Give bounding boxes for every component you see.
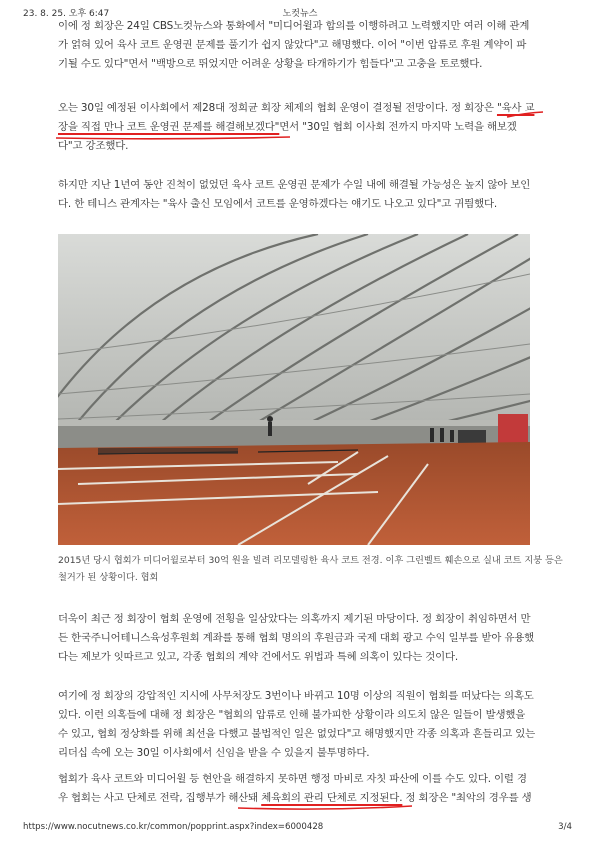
paragraph-line: 다. 한 테니스 관계자는 "육사 출신 모임에서 코트를 운영하겠다는 얘기도 나오고 있다"고 귀띔했다. (58, 198, 498, 210)
paragraph-line: 여기에 정 회장의 강압적인 지시에 사무처장도 3번이나 바뀌고 10명 이상의 직원이 협회를 떠났다는 의혹도 (58, 690, 534, 702)
red-pen-mark (505, 108, 545, 120)
article-paragraph-1 (58, 17, 538, 74)
print-timestamp: 23. 8. 25. 오후 6:47 (23, 9, 110, 19)
caption-line: 철거가 된 상황이다. 협회 (58, 572, 159, 583)
article-paragraph-4 (58, 610, 538, 667)
paragraph-text: 면서 "30일 협회 이사회 전까지 마지막 노력을 해보겠 (279, 121, 517, 133)
article-photo (58, 234, 530, 545)
paragraph-line: 다"고 강조했다. (58, 140, 129, 152)
highlighted-quote: 체육회의 관리 단체로 지정된다. (261, 792, 403, 804)
red-pen-mark (54, 128, 294, 142)
caption-line: 2015년 당시 협회가 미디어윌로부터 30억 원을 빌려 리모델링한 육사 코트 전경. 이후 그린벨트 훼손으로 실내 코트 지붕 등은 (58, 555, 563, 566)
paragraph-line: 리더십 속에 오는 30일 이사회에서 신임을 받을 수 있을지 불투명하다. (58, 747, 370, 759)
paragraph-line: 협회가 육사 코트와 미디어윌 등 현안을 해결하지 못하면 행정 마비로 자칫 파산에 이를 수도 있다. 이럴 경 (58, 773, 527, 785)
paragraph-line: 더욱이 최근 정 회장이 협회 운영에 전횡을 일삼았다는 의혹까지 제기된 마당이다. 정 회장이 취임하면서 만 (58, 613, 531, 625)
paragraph-line: 수 있고, 협회 정상화를 위해 최선을 다했고 불법적인 일은 없었다"고 해명했지만 각종 의혹과 흔들리고 있는 (58, 728, 536, 740)
paragraph-line: 이에 정 회장은 24일 CBS노컷뉴스와 통화에서 "미디어윌과 합의를 이행하려고 노력했지만 여러 이해 관계 (58, 20, 530, 32)
highlighted-quote: 장을 직접 만나 코트 운영권 문제를 해결해보겠다" (58, 121, 280, 133)
paragraph-line: 다는 제보가 잇따르고 있고, 각종 협회의 계약 건에서도 위법과 특혜 의혹이 있다는 것이다. (58, 651, 459, 663)
paragraph-text: 우 협회는 사고 단체로 전락, 집행부가 해산돼 (58, 792, 262, 804)
photo-caption (58, 552, 563, 586)
paragraph-line: 기될 수도 있다"면서 "백방으로 뛰었지만 어려운 상황을 타개하기가 힘들다"고 고충을 토로했다. (58, 58, 483, 70)
article-paragraph-5 (58, 687, 538, 763)
site-name: 노컷뉴스 (282, 9, 318, 19)
paragraph-text: 오는 30일 예정된 이사회에서 제28대 정희균 회장 체제의 협회 운영이 결정될 전망이다. 정 회장은 (58, 102, 497, 114)
paragraph-line: 하지만 지난 1년여 동안 진척이 없었던 육사 코트 운영권 문제가 수일 내에 해결될 가능성은 높지 않아 보인 (58, 179, 531, 191)
paragraph-line (58, 99, 538, 118)
page-number: 3/4 (558, 822, 572, 832)
page-url: https://www.nocutnews.co.kr/common/popprint.aspx?index=6000428 (23, 822, 324, 832)
highlighted-quote: "육사 교 (496, 102, 535, 114)
paragraph-line: 가 얽혀 있어 육사 코트 운영권 문제를 풀기가 쉽지 않았다"고 해명했다. 이어 "이번 압류로 후원 계약이 파 (58, 39, 527, 51)
red-pen-mark (236, 800, 416, 812)
paragraph-line: 있다. 이런 의혹들에 대해 정 회장은 "협회의 압류로 인해 불가피한 상황이라 의도치 않은 일들이 발생했을 (58, 709, 526, 721)
article-paragraph-3 (58, 176, 538, 214)
paragraph-text: 정 회장은 "최악의 경우를 생 (402, 792, 532, 804)
indoor-tennis-court-image (58, 234, 530, 545)
paragraph-line: 든 한국주니어테니스육성후원회 계좌를 통해 협회 명의의 후원금과 국제 대회 광고 수익 일부를 받아 유용했 (58, 632, 535, 644)
